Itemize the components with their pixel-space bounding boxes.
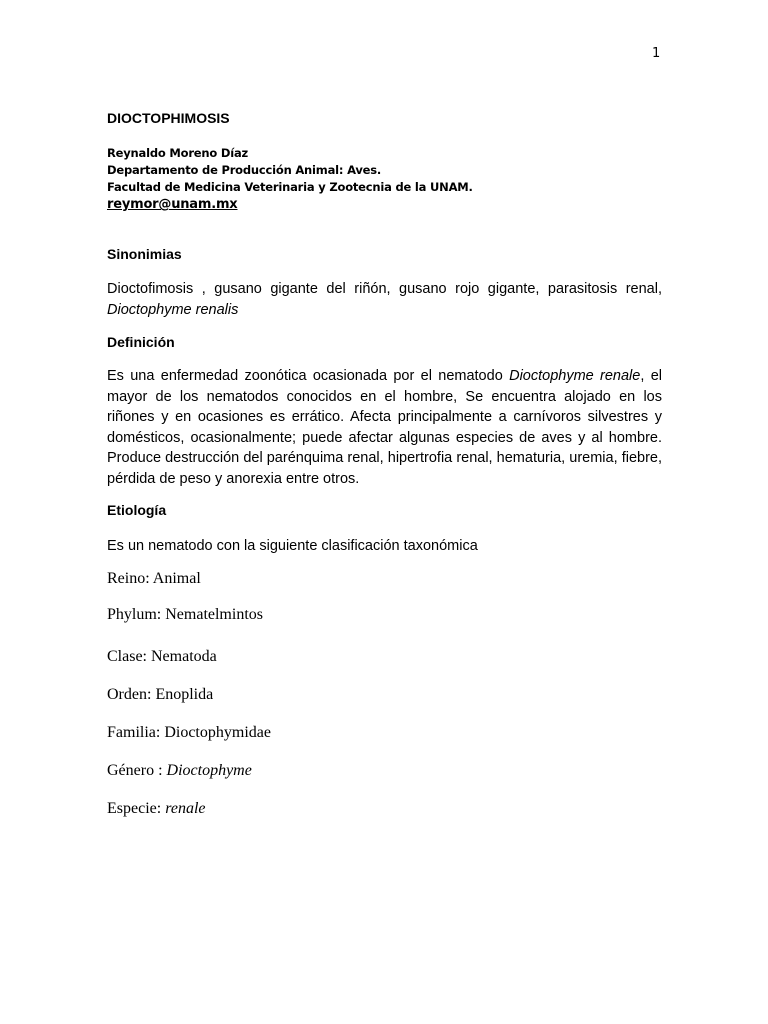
section-heading-definicion: Definición [107, 334, 175, 350]
taxonomy-item-phylum [107, 606, 263, 624]
document-title: DIOCTOPHIMOSIS [107, 110, 230, 126]
taxonomy-item-especie [107, 800, 205, 818]
sinonimias-species-name: Dioctophyme renalis [107, 301, 239, 318]
taxonomy-item-genero [107, 762, 252, 780]
taxonomy-value: Dioctophyme [166, 762, 252, 779]
etiologia-intro: Es un nematodo con la siguiente clasificación taxonómica [107, 538, 478, 554]
taxonomy-item-reino [107, 570, 201, 588]
taxonomy-value: Nematoda [151, 648, 217, 665]
taxonomy-label: Orden: [107, 686, 156, 703]
definicion-text-rest: , el mayor de los nematodos conocidos en el hombre, Se encuentra alojado en los riñones y en ocasiones es errático. Afecta principalmente a carnívoros silvestres y domésticos, ocasionalmente; puede afectar algunas especies de aves y al hombre. Produce destrucción del parénquima renal, hipertrofia renal, hematuria, uremia, fiebre, pérdida de peso y anorexia entre otros. [107, 368, 662, 487]
page-number: 1 [652, 46, 661, 61]
sinonimias-line: Dioctofimosis , gusano gigante del riñón, gusano rojo gigante, parasitosis renal, [107, 281, 662, 297]
taxonomy-item-clase [107, 648, 217, 666]
author-email-link[interactable]: reymor@unam.mx [107, 197, 238, 212]
taxonomy-item-familia [107, 724, 271, 742]
section-heading-sinonimias: Sinonimias [107, 246, 182, 262]
taxonomy-label: Phylum: [107, 606, 166, 623]
definicion-species-name: Dioctophyme renale [509, 368, 641, 384]
taxonomy-label: Reino: [107, 570, 153, 587]
author-department: Departamento de Producción Animal: Aves. [107, 163, 382, 177]
taxonomy-value: Nematelmintos [165, 606, 263, 623]
taxonomy-label: Familia: [107, 724, 165, 741]
definicion-text-start: Es una enfermedad zoonótica ocasionada por el nematodo [107, 368, 510, 384]
author-block [107, 145, 473, 213]
sinonimias-paragraph [107, 279, 662, 320]
taxonomy-item-orden [107, 686, 213, 704]
taxonomy-label: Género : [107, 762, 167, 779]
taxonomy-value: renale [165, 800, 206, 817]
taxonomy-label: Especie: [107, 800, 166, 817]
author-name: Reynaldo Moreno Díaz [107, 146, 249, 160]
taxonomy-value: Dioctophymidae [164, 724, 271, 741]
taxonomy-value: Enoplida [155, 686, 214, 703]
section-heading-etiologia: Etiología [107, 502, 167, 518]
definicion-paragraph [107, 366, 662, 489]
taxonomy-label: Clase: [107, 648, 151, 665]
author-faculty: Facultad de Medicina Veterinaria y Zootecnia de la UNAM. [107, 180, 473, 194]
taxonomy-value: Animal [152, 570, 201, 587]
